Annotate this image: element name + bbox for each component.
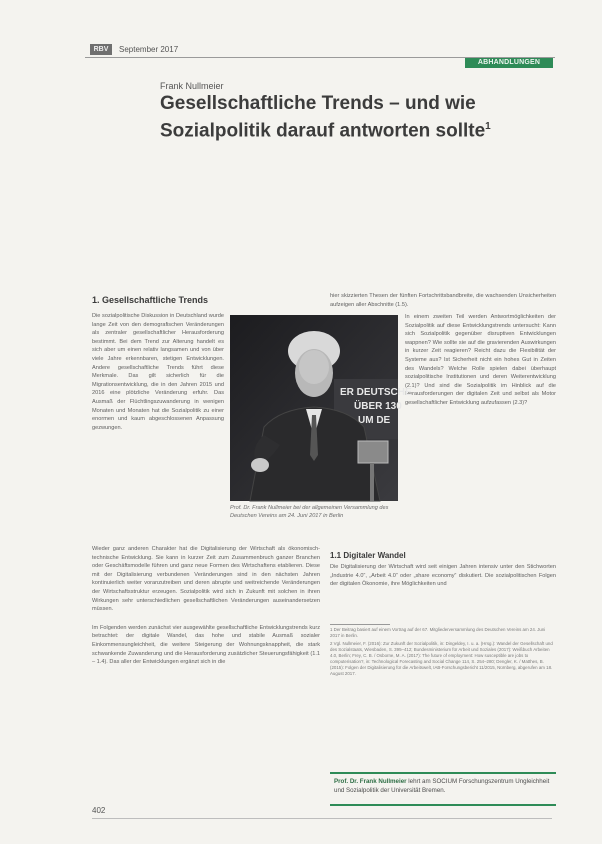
right-paragraph-1: hier skizzierten Thesen der fünften Fortschrittsbandbreite, die wachsenden Unsicherheiten aufzeigen aller Abschnitte (1.5). xyxy=(330,293,556,308)
footnotes xyxy=(330,627,554,677)
right-column-top xyxy=(330,292,556,312)
footnote-rule xyxy=(330,624,390,625)
bio-name: Prof. Dr. Frank Nullmeier xyxy=(334,778,407,785)
banner-text-3: UM DE xyxy=(358,415,391,426)
bottom-rule xyxy=(92,818,552,819)
paragraph-3: Im Folgenden werden zunächst vier ausgewählte gesellschaftliche Entwicklungstrends kurz betrachtet: der digitale Wandel, das hohe und stabile Ausmaß sozialer Einkommensungleichheit, die weitere Steigerung der Wohnungsknappheit, die stark schwankende Zuwanderung und die Herausforderung zusätzlicher Steuerungsfähigkeit (1.1 – 1.4). Das aller der Entwicklungen ergänzt sich in die xyxy=(92,624,320,666)
article-title xyxy=(160,92,560,142)
speaker-photo-illustration xyxy=(230,315,412,501)
banner-text-1: ER DEUTSCHE xyxy=(340,387,412,398)
paragraph-1: Die sozialpolitische Diskussion in Deutschland wurde lange Zeit von den demografischen Veränderungen als zentraler gesellschaftlicher Herausforderung bestimmt. Bei dem Trend zur Alterung handelt es sich aber um einen relativ langsamen und von über viele Jahre erkennbaren, stetigen Entwicklungen. Andere gesellschaftliche Trends führt diese Merkmale. Das gilt sicherlich für die Migrationsentwicklung, die in den Jahren 2015 und 2016 eine plötzliche Veränderung erfuhr. Das Ausmaß der Flüchtlingszuwanderung in wenigen Monaten und Monaten hat die Sozialpolitik zu einer enormen und kaum abgeschlossenen Anpassung gezwungen. xyxy=(92,313,224,431)
title-footnote-mark: 1 xyxy=(485,121,491,132)
banner-text-2: ÜBER 130 xyxy=(354,401,402,412)
left-column-lower xyxy=(92,545,320,670)
speaker-photo xyxy=(230,315,412,501)
footnote-1: 1 Der Beitrag basiert auf einem Vortrag auf der 67. Mitgliederversammlung des Deutschen Vereins am 24. Juni 2017 in Berlin. xyxy=(330,627,546,638)
right-paragraph-2: In einem zweiten Teil werden Antwortmöglichkeiten der Sozialpolitik auf diese Entwicklungstrends untersucht: Kann sich Sozialpolitik gegenüber disruptiven Entwicklungen wappnen? Wie sollte sie auf die gravierenden Auswirkungen in kurzer Zeit reagieren? Reicht dazu die Flexibilität der Systeme aus? Ist Sicherheit nicht ein hohes Gut in Zeiten des Wandels? Welche Rolle spielen dabei überhaupt sozialpolitische Institutionen und deren Weiterentwicklung (2.1)? Und sind die Sozialpolitik im Hinblick auf die Herausforderungen der digitalen Zeit und selbst als Motor gesellschaftlicher Entwicklung aufzufassen (2.3)? xyxy=(405,314,556,406)
section-heading: 1. Gesellschaftliche Trends xyxy=(92,295,209,305)
section-badge: ABHANDLUNGEN xyxy=(465,58,553,68)
subsection-heading: 1.1 Digitaler Wandel xyxy=(330,551,406,560)
article-author: Frank Nullmeier xyxy=(160,81,224,91)
issue-date: September 2017 xyxy=(119,45,179,54)
author-bio xyxy=(330,772,556,806)
title-line-2: Sozialpolitik darauf antworten sollte xyxy=(160,120,486,142)
bio-text: lehrt am SOCIUM Forschungszentrum Ungleichheit und Sozialpolitik der Universität Bremen. xyxy=(334,778,550,794)
paragraph-2: Wieder ganz anderen Charakter hat die Digitalisierung der Wirtschaft als ökonomisch-technische Entwicklung. Sie kann in kurzer Zeit zum Zusammenbruch ganzer Branchen oder Geschäftsmodelle führen und ganz neue Formen des Wirtschaftens etablieren. Diese mit der Digitalisierung verbundenen Veränderungen sind in den nächsten Jahren kontinuierlich weiter voranzutreiben und deren abrupte und weitreichende Veränderungen der Wirtschaftsstruktur erzeugen. Sozialpolitik wird sich in Zukunft mit solchen in ihren Wirkungen sehr unterschiedlichen gesellschaftlichen Veränderungen auseinandersetzen müssen. xyxy=(92,546,320,613)
page-number: 402 xyxy=(92,806,106,815)
right-column-wrap xyxy=(405,313,556,411)
right-column-lower xyxy=(330,563,556,592)
journal-badge: RBV xyxy=(90,44,112,55)
left-column-upper xyxy=(92,312,224,435)
photo-caption: Prof. Dr. Frank Nullmeier bei der allgemeinen Versammlung des Deutschen Vereins am 24. Juni 2017 in Berlin xyxy=(230,505,389,519)
title-line-1: Gesellschaftliche Trends – und wie xyxy=(160,93,476,114)
right-paragraph-3: Die Digitalisierung der Wirtschaft wird seit einigen Jahren intensiv unter den Stichworten „Industrie 4.0“, „Arbeit 4.0“ oder „share economy“ diskutiert. Die sozialpolitischen Folgen der digitalen Ökonomie, ihre Möglichkeiten und xyxy=(330,564,556,588)
footnote-2: 2 Vgl. Nullmeier, F. (2016): Zur Zukunft der Sozialpolitik, in: Dingeldey, I. u. a. (Hrsg.): Wandel der Gesellschaft und des Sozialstaats, Wiesbaden, S. 395–412; Bundesministerium für Arbeit und Soziales (2017): Weißbuch Arbeiten 4.0, Berlin; Frey, C. B. / Osborne, M. A. (2017): The future of employment: How susceptible are jobs to computerisation?, in: Technological Forecasting and Social Change 114, S. 254–280; Dengler, K. / Matthes, B. (2015): Folgen der Digitalisierung für die Arbeitswelt, IAB-Forschungsbericht 11/2015, Nürnberg, abgerufen am 18. August 2017. xyxy=(330,641,553,676)
